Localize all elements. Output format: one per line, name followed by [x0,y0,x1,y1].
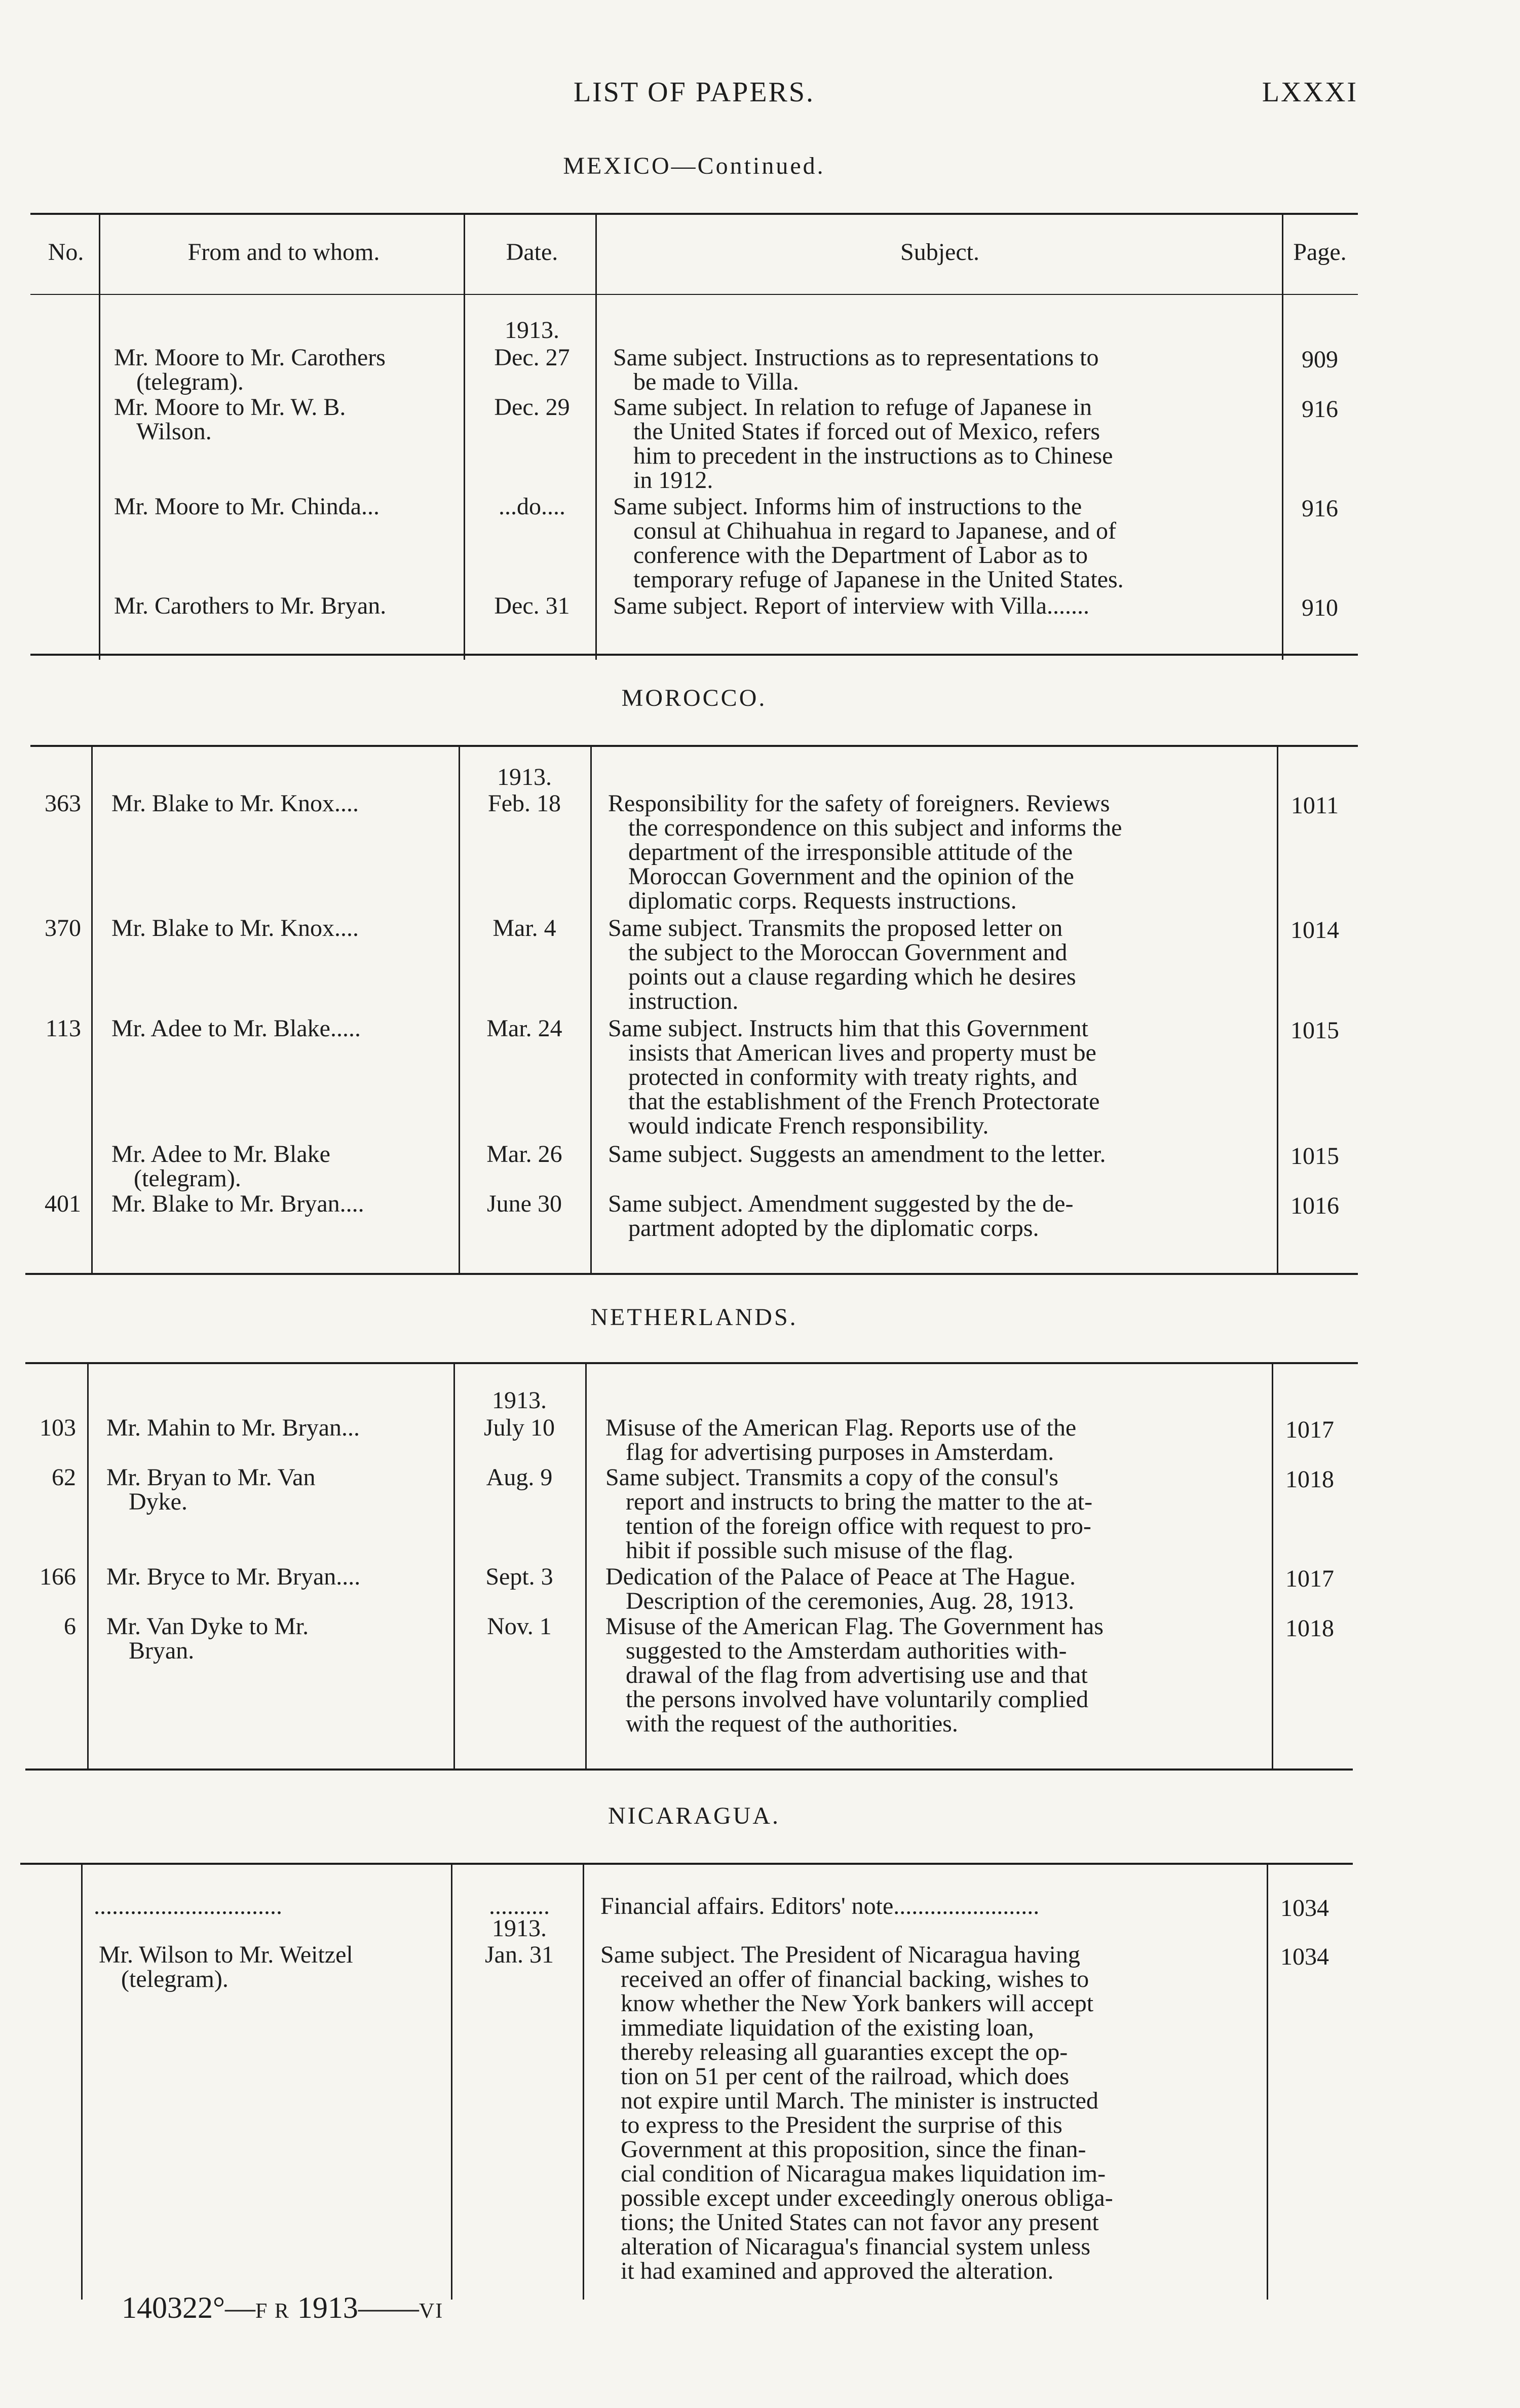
section-title-nicaragua: NICARAGUA. [608,1802,780,1829]
column-divider [451,1864,452,2300]
table-row-subject: Same subject. Amendment suggested by the de- partment adopted by the diplomatic corps. [608,1190,1074,1241]
table-row-subject: Financial affairs. Editors' note........................ [600,1893,1040,1920]
page-number: LXXXI [1262,77,1358,108]
table-row-page: 1011 [1290,792,1339,819]
table-row-date: Mar. 4 [492,915,556,942]
table-row-page: 1034 [1280,1895,1329,1922]
table-row-from: ............................... [94,1894,282,1918]
table-row-page: 1018 [1285,1466,1334,1493]
section-title-netherlands: NETHERLANDS. [590,1304,798,1331]
table-row-subject: Dedication of the Palace of Peace at The Hague. Description of the ceremonies, Aug. 28, 1913. [605,1563,1076,1614]
table-row-page: 1016 [1290,1192,1339,1219]
table-row-page: 1034 [1280,1943,1329,1970]
table-top-rule [20,1863,1353,1865]
table-row-no: 166 [40,1563,76,1590]
table-row-subject: Same subject. Instructions as to representations to be made to Villa. [613,344,1099,395]
table-row-no: 401 [45,1190,81,1217]
table-row-date: Nov. 1 [487,1613,552,1640]
table-row-from: Mr. Adee to Mr. Blake..... [111,1015,361,1042]
date-year: 1913. [497,764,552,791]
section-title-mexico: MEXICO—Continued. [563,153,825,179]
table-row-from: Mr. Bryce to Mr. Bryan.... [106,1563,361,1590]
column-header-date: Date. [506,239,558,266]
table-row-subject: Misuse of the American Flag. Reports use of the flag for advertising purposes in Amsterdam. [605,1414,1077,1465]
table-row-subject: Same subject. Report of interview with Villa....... [613,592,1090,619]
printer-code: 140322°—F R 1913——VI [122,2291,444,2324]
table-row-page: 910 [1302,594,1338,621]
table-row-from: Mr. Adee to Mr. Blake (telegram). [111,1141,330,1192]
table-top-rule [30,745,1358,747]
section-title-morocco: MOROCCO. [621,685,767,711]
table-row-page: 916 [1302,396,1338,423]
table-row-date: June 30 [487,1190,562,1217]
column-header-subject: Subject. [900,239,979,266]
table-row-from: Mr. Moore to Mr. W. B. Wilson. [114,394,346,445]
column-divider [1272,1363,1273,1769]
date-year: 1913. [492,1915,547,1942]
table-row-page: 1017 [1285,1565,1334,1592]
header-bottom-rule [30,294,1358,295]
table-row-date: Mar. 24 [486,1015,562,1042]
column-divider [99,214,100,660]
table-row-from: Mr. Mahin to Mr. Bryan... [106,1414,360,1441]
table-row-from: Mr. Moore to Mr. Chinda... [114,493,379,520]
table-top-rule [30,213,1358,215]
column-divider [1282,214,1283,660]
table-row-no: 363 [45,790,81,817]
table-row-no: 103 [40,1414,76,1441]
table-row-date: ...do.... [499,493,565,520]
table-row-page: 916 [1302,495,1338,522]
table-row-subject: Misuse of the American Flag. The Government has suggested to the Amsterdam authorities with- drawal of the flag from advertising use and that the persons involved have voluntarily complied with the request of the authorities. [605,1613,1104,1737]
table-row-page: 909 [1302,346,1338,373]
date-year: 1913. [492,1387,547,1414]
table-row-from: Mr. Bryan to Mr. Van Dyke. [106,1464,316,1515]
column-divider [1267,1864,1268,2300]
running-head [30,76,1358,117]
table-row-from: Mr. Blake to Mr. Bryan.... [111,1190,364,1217]
table-row-from: Mr. Wilson to Mr. Weitzel (telegram). [99,1941,353,1992]
table-row-subject: Same subject. Instructs him that this Government insists that American lives and property must be protected in conformity with treaty rights, and that the establishment of the French Protectorate would indicate French responsibility. [608,1015,1100,1139]
table-row-from: Mr. Blake to Mr. Knox.... [111,790,359,817]
table-row-from: Mr. Blake to Mr. Knox.... [111,915,359,942]
table-row-date: Mar. 26 [486,1141,562,1168]
column-header-page: Page. [1293,239,1347,266]
table-row-subject: Responsibility for the safety of foreigners. Reviews the correspondence on this subject and informs the department of the irresponsible attitude of the Moroccan Government and the opinion of the diplomatic corps. Requests instructions. [608,790,1122,914]
table-row-subject: Same subject. Transmits a copy of the consul's report and instructs to bring the matter to the at- tention of the foreign office with request to pro- hibit if possible such misuse of the flag. [605,1464,1093,1564]
table-row-page: 1015 [1290,1017,1339,1044]
table-row-page: 1014 [1290,917,1339,944]
table-row-subject: Same subject. The President of Nicaragua having received an offer of financial backing, wishes to know whether the New York bankers will accept immediate liquidation of the existing loan, thereby releasing all guaranties except the op- tion on 51 per cent of the railroad, which does not expire until March. The minister is instructed to express to the President the surprise of this Government at this proposition, since the finan- cial condition of Nicaragua makes liquidation im- possible except under exceedingly onerous obliga- tions; the United States can not favor any present alteration of Nicaragua's financial system unless it had examined and approved the alteration. [600,1941,1113,2284]
table-bottom-rule [30,654,1358,656]
table-row-date: Sept. 3 [485,1563,553,1590]
table-row-subject: Same subject. In relation to refuge of Japanese in the United States if forced out of Mexico, refers him to precedent in the instructions as to Chinese in 1912. [613,394,1113,494]
column-divider [1277,746,1278,1273]
table-row-subject: Same subject. Transmits the proposed letter on the subject to the Moroccan Government and points out a clause regarding which he desires instruction. [608,915,1076,1014]
table-bottom-rule [25,1769,1353,1771]
column-divider [81,1864,83,2300]
table-row-subject: Same subject. Informs him of instructions to the consul at Chihuahua in regard to Japanese, and of conference with the Department of Labor as to temporary refuge of Japanese in the United States. [613,493,1124,593]
table-row-date: Dec. 27 [494,344,570,371]
table-row-subject: Same subject. Suggests an amendment to the letter. [608,1141,1106,1168]
table-row-page: 1017 [1285,1416,1334,1443]
column-divider [585,1363,587,1769]
column-divider [595,214,597,660]
table-row-from: Mr. Van Dyke to Mr. Bryan. [106,1613,309,1664]
table-row-no: 6 [64,1613,76,1640]
table-row-date: .......... [489,1893,550,1920]
table-row-date: Aug. 9 [486,1464,553,1491]
table-row-date: Dec. 31 [494,592,570,619]
table-row-date: Dec. 29 [494,394,570,421]
column-divider [91,746,93,1273]
column-header-from: From and to whom. [187,239,380,266]
column-divider [590,746,592,1273]
table-row-page: 1015 [1290,1143,1339,1170]
table-row-from: Mr. Carothers to Mr. Bryan. [114,592,387,619]
page-title: LIST OF PAPERS. [573,77,815,108]
table-row-from: Mr. Moore to Mr. Carothers (telegram). [114,344,386,395]
table-row-date: Feb. 18 [488,790,561,817]
column-header-no: No. [48,239,84,266]
table-top-rule [25,1362,1358,1364]
table-bottom-rule [25,1273,1358,1275]
column-divider [87,1363,89,1769]
table-row-date: Jan. 31 [485,1941,554,1968]
table-row-no: 113 [45,1015,81,1042]
table-row-page: 1018 [1285,1615,1334,1642]
table-row-date: July 10 [483,1414,555,1441]
date-year: 1913. [505,317,559,344]
table-row-no: 370 [45,915,81,942]
table-row-no: 62 [52,1464,76,1491]
